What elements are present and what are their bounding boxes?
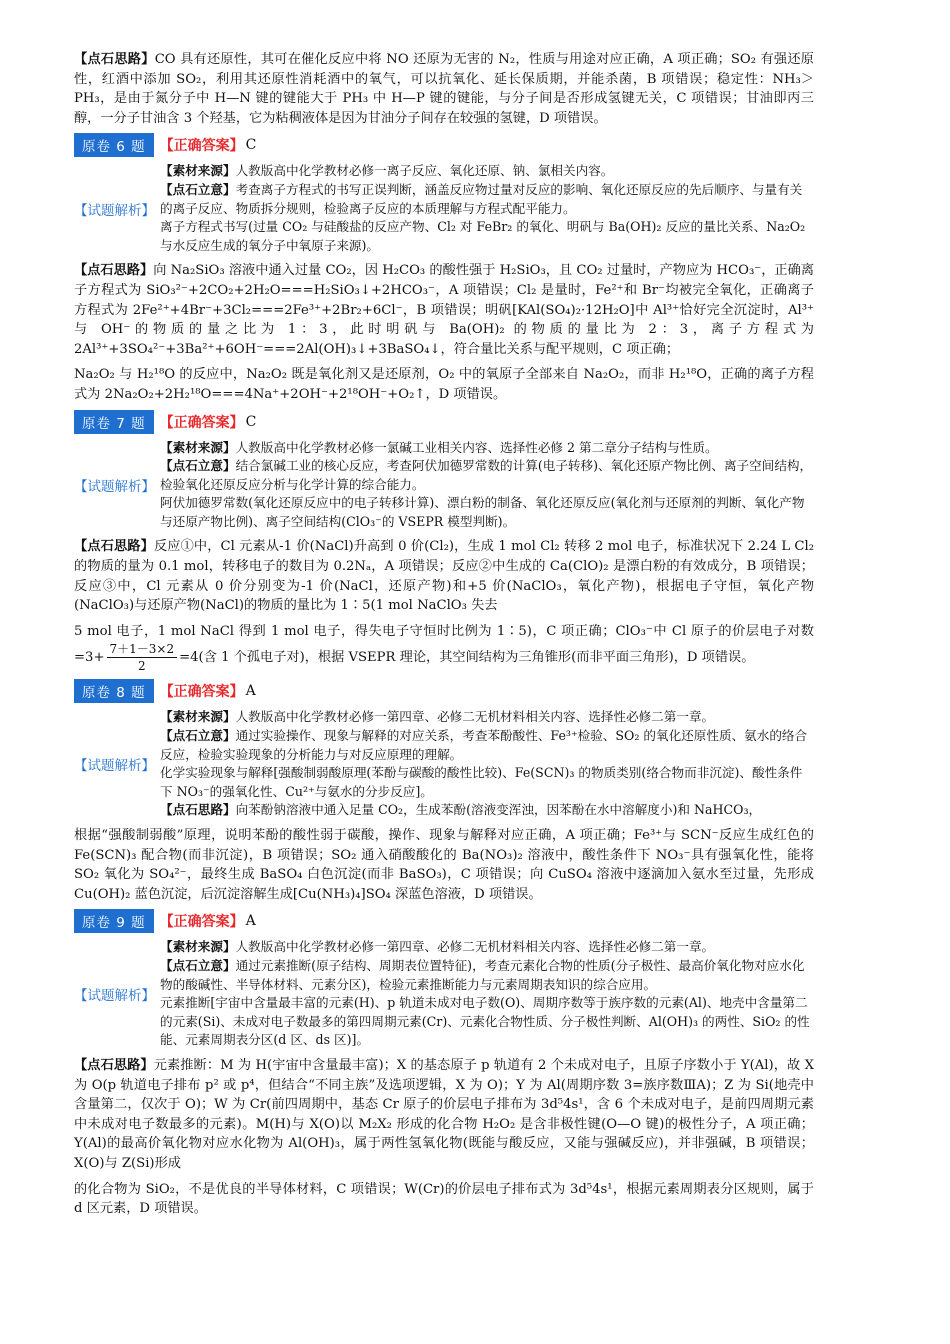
- source-label: 【素材来源】: [160, 939, 236, 955]
- q9-header: [74, 910, 814, 932]
- q6-idea-text-1: 向 Na₂SiO₃ 溶液中通入过量 CO₂，因 H₂CO₃ 的酸性强于 H₂SiO₃，且 CO₂ 过量时，产物应为 HCO₃⁻，正确离子方程式为 SiO₃²⁻+2CO₂+2H₂O===H₂SiO₃↓+2HCO₃⁻，A 项错误；Cl₂ 是量时，Fe²⁺和 Br⁻均被完全氧化，正确离子方程式为 2Fe²⁺+4Br⁻+3Cl₂===2Fe³⁺+2Br₂+6Cl⁻，B 项错误；明矾[KAl(SO₄)₂·12H₂O]中 Al³⁺恰好完全沉淀时，Al³⁺与 OH⁻的物质的量之比为 1：3，此时明矾与 Ba(OH)₂ 的物质的量比为 2：3，离子方程式为 2Al³⁺+3SO₄²⁻+3Ba²⁺+6OH⁻===2Al(OH)₃↓+3BaSO₄↓，符合量比关系与配平规则，C 项正确；: [74, 263, 815, 357]
- q6-source-text: 人教版高中化学教材必修一离子反应、氧化还原、钠、氯相关内容。: [235, 163, 614, 179]
- q8-intent: [160, 727, 814, 764]
- q9-source: [160, 938, 814, 957]
- q9-idea-text-1: 元素推断：M 为 H(宇宙中含量最丰富)；X 的基态原子 p 轨道有 2 个未成对电子，且原子序数小于 Y(Al)，故 X 为 O(p 轨道电子排布 p² 或 p⁴，但结合“不同主族”及选项逻辑，X 为 O)；Y 为 Al(周期序数 3=族序数ⅢA)；Z 为 Si(地壳中含量第二，仅次于 O)；W 为 Cr(前四周期中，基态 Cr 原子的价层电子排布为 3d⁵4s¹，含 6 个未成对电子，是前四周期元素中未成对电子数最多的元素)。M(H)与 X(O)以 M₂X₂ 形成的化合物 H₂O₂ 是含非极性键(O—O 键)的极性分子，A 项正确；Y(Al)的最高价氧化物对应水化物为 Al(OH)₃，属于两性氢氧化物(既能与酸反应，又能与强碱反应)，并非强碱，B 项错误；X(O)与 Z(Si)形成: [74, 1057, 815, 1171]
- q7-fraction: [107, 641, 178, 674]
- q9-intent-text: 通过元素推断(原子结构、周期表位置特征)，考查元素化合物的性质(分子极性、最高价氧化物对应水化物的酸碱性、半导体材料、元素分区)，检验元素推断能力与元素周期表知识的综合应用。: [160, 957, 805, 992]
- q9-intent: [160, 957, 814, 994]
- q6-source: [160, 162, 814, 181]
- q7-idea-paragraph: [74, 537, 814, 615]
- fraction-numerator: 7＋1－3×2: [107, 641, 178, 658]
- q7-source: [160, 439, 814, 458]
- q6-answer: C: [245, 137, 257, 154]
- idea-label: 【点石思路】: [74, 52, 155, 67]
- q6-idea-paragraph-2: Na₂O₂ 与 H₂¹⁸O 的反应中，Na₂O₂ 既是氧化剂又是还原剂，O₂ 中的氧原子全部来自 Na₂O₂，而非 H₂¹⁸O，正确的离子方程式为 2Na₂O₂+2H₂¹⁸O===4Na⁺+2OH⁻+2¹⁸OH⁻+O₂↑，D 项错误。: [74, 367, 814, 402]
- q7-analysis-content: [160, 439, 814, 532]
- q6-points: 离子方程式书写(过量 CO₂ 与硅酸盐的反应产物、Cl₂ 对 FeBr₂ 的氧化、明矾与 Ba(OH)₂ 反应的量比关系、Na₂O₂ 与水反应生成的氧分子中氧原子来源)。: [160, 219, 806, 253]
- q7-intent-text: 结合氯碱工业的核心反应，考查阿伏加德罗常数的计算(电子转移)、氧化还原产物比例、离子空间结构，检验氧化还原反应分析与化学计算的综合能力。: [160, 458, 813, 492]
- q8-idea-inline: [160, 801, 814, 820]
- q7-intent: [160, 457, 814, 494]
- idea-label: 【点石思路】: [160, 802, 236, 818]
- q9-idea-paragraph: [74, 1056, 814, 1174]
- source-label: 【素材来源】: [160, 163, 236, 179]
- q6-intent: [160, 181, 814, 218]
- q8-analysis: [74, 708, 814, 820]
- analysis-label: 【试题解析】: [74, 478, 155, 495]
- q6-header: [74, 134, 814, 156]
- q9-idea-paragraph-2: 的化合物为 SiO₂，不是优良的半导体材料，C 项错误；W(Cr)的价层电子排布式为 3d⁵4s¹，根据元素周期表分区规则，属于 d 区元素，D 项错误。: [74, 1181, 814, 1217]
- intent-label: 【点石立意】: [160, 957, 236, 973]
- q6-idea-paragraph: [74, 261, 814, 359]
- q8-source: [160, 708, 814, 727]
- correct-answer-label: 【正确答案】: [159, 414, 244, 431]
- correct-answer-label: 【正确答案】: [159, 684, 244, 701]
- correct-answer-label: 【正确答案】: [159, 138, 244, 155]
- q8-idea-text-1: 向苯酚钠溶液中通入足量 CO₂，生成苯酚(溶液变浑浊，因苯酚在水中溶解度小)和 NaHCO₃，: [235, 802, 762, 818]
- q9-tag: 原卷 9 题: [74, 909, 154, 933]
- idea-label: 【点石思路】: [74, 1057, 154, 1073]
- q5-idea-text: CO 具有还原性，其可在催化反应中将 NO 还原为无害的 N₂，性质与用途对应正确，A 项正确；SO₂ 有强还原性，红酒中添加 SO₂，利用其还原性消耗酒中的氧气，可以抗氧化、延长保质期，并能杀菌，B 项错误；稳定性：NH₃＞PH₃，是由于氮分子中 H—N 键的键能大于 PH₃ 中 H—P 键的键能，与分子间是否形成氢键无关，C 项错误；甘油即丙三醇，一分子甘油含 3 个羟基，它为粘稠液体是因为甘油分子间存在较强的氢键，D 项错误。: [74, 52, 814, 126]
- source-label: 【素材来源】: [160, 439, 236, 455]
- analysis-label: 【试题解析】: [74, 988, 155, 1005]
- q7-idea-text-1: 反应①中，Cl 元素从-1 价(NaCl)升高到 0 价(Cl₂)，生成 1 mol Cl₂ 转移 2 mol 电子，标准状况下 2.24 L Cl₂ 的物质的量为 0.1 mol，转移电子的数目为 0.2Nₐ，A 项错误；反应②中生成的 Ca(ClO)₂ 是漂白粉的有效成分，B 项错误；反应③中，Cl 元素从 0 价分别变为-1 价(NaCl，还原产物)和+5 价(NaClO₃，氧化产物)，根据电子守恒，氧化产物(NaClO₃)与还原产物(NaCl)的物质的量比为 1∶5(1 mol NaClO₃ 失去: [74, 539, 814, 614]
- q8-answer: A: [245, 683, 256, 700]
- page-content: [74, 50, 814, 1225]
- q8-tag: 原卷 8 题: [74, 679, 154, 703]
- q8-source-text: 人教版高中化学教材必修一第四章、必修二无机材料相关内容、选择性必修二第一章。: [235, 709, 715, 725]
- source-label: 【素材来源】: [160, 709, 236, 725]
- q9-source-text: 人教版高中化学教材必修一第四章、必修二无机材料相关内容、选择性必修二第一章。: [235, 939, 715, 955]
- idea-label: 【点石思路】: [74, 263, 154, 279]
- intent-label: 【点石立意】: [160, 181, 236, 197]
- q5-idea-paragraph: [74, 50, 814, 128]
- q7-points: 阿伏加德罗常数(氧化还原反应中的电子转移计算)、漂白粉的制备、氧化还原反应(氧化剂与还原剂的判断、氧化产物与还原产物比例)、离子空间结构(ClO₃⁻的 VSEPR 模型判断)。: [160, 495, 805, 529]
- intent-label: 【点石立意】: [160, 458, 236, 474]
- q7-answer: C: [245, 413, 257, 430]
- q9-answer: A: [245, 913, 256, 930]
- q7-idea-paragraph-2: [74, 622, 814, 675]
- q7-source-text: 人教版高中化学教材必修一氯碱工业相关内容、选择性必修 2 第二章分子结构与性质。: [235, 439, 718, 455]
- q9-analysis: [74, 938, 814, 1050]
- q8-header: [74, 680, 814, 702]
- q6-intent-text: 考查离子方程式的书写正误判断，涵盖反应物过量对反应的影响、氧化还原反应的先后顺序、与量有关的离子反应、物质拆分规则，检验离子反应的本质理解与方程式配平能力。: [160, 181, 803, 216]
- q7-analysis: [74, 439, 814, 532]
- q7-tag: 原卷 7 题: [74, 410, 154, 434]
- q6-analysis: [74, 162, 814, 255]
- q8-intent-text: 通过实验操作、现象与解释的对应关系，考查苯酚酸性、Fe³⁺检验、SO₂ 的氧化还原性质、氨水的络合反应，检验实验现象的分析能力与对反应原理的理解。: [160, 728, 808, 762]
- q6-tag: 原卷 6 题: [74, 133, 154, 157]
- q9-analysis-content: [160, 938, 814, 1050]
- analysis-label: 【试题解析】: [74, 202, 155, 219]
- q7-idea-text-3: =4(含 1 个孤电子对)，根据 VSEPR 理论，其空间结构为三角锥形(而非平面三角形)，D 项错误。: [179, 650, 755, 666]
- correct-answer-label: 【正确答案】: [159, 914, 244, 931]
- intent-label: 【点石立意】: [160, 728, 236, 744]
- idea-label: 【点石思路】: [74, 539, 154, 555]
- q8-idea-paragraph-2: 根据“强酸制弱酸”原理，说明苯酚的酸性弱于碳酸，操作、现象与解释对应正确，A 项正确；Fe³⁺与 SCN⁻反应生成红色的 Fe(SCN)₃ 配合物(而非沉淀)，B 项错误；SO₂ 通入硝酸酸化的 Ba(NO₃)₂ 溶液中，酸性条件下 NO₃⁻具有强氧化性，能将 SO₂ 氧化为 SO₄²⁻，最终生成 BaSO₄ 白色沉淀(而非 BaSO₃)，C 项错误；向 CuSO₄ 溶液中逐滴加入氨水至过量，先形成 Cu(OH)₂ 蓝色沉淀，后沉淀溶解生成[Cu(NH₃)₄]SO₄ 深蓝色溶液，D 项错误。: [74, 828, 814, 902]
- q8-analysis-content: [160, 708, 814, 820]
- q7-header: [74, 411, 814, 433]
- analysis-label: 【试题解析】: [74, 758, 155, 775]
- fraction-denominator: 2: [137, 659, 146, 674]
- q8-points: 化学实验现象与解释[强酸制弱酸原理(苯酚与碳酸的酸性比较)、Fe(SCN)₃ 的物质类别(络合物而非沉淀)、酸性条件下 NO₃⁻的强氧化性、Cu²⁺与氨水的分步反应]。: [160, 765, 803, 799]
- q7-idea-text-2: 5 mol 电子，1 mol NaCl 得到 1 mol 电子，得失电子守恒时比例为 1∶5)，C 项正确；ClO₃⁻中 Cl 原子的价层电子对数=3+: [74, 623, 814, 666]
- q6-analysis-content: [160, 162, 814, 255]
- q9-points: 元素推断[宇宙中含量最丰富的元素(H)、p 轨道未成对电子数(O)、周期序数等于族序数的元素(Al)、地壳中含量第二的元素(Si)、未成对电子数最多的第四周期元素(Cr)、元素化合物性质、分子极性判断、Al(OH)₃ 的两性、SiO₂ 的性能、元素周期表分区(d 区、ds 区)]。: [160, 995, 810, 1048]
